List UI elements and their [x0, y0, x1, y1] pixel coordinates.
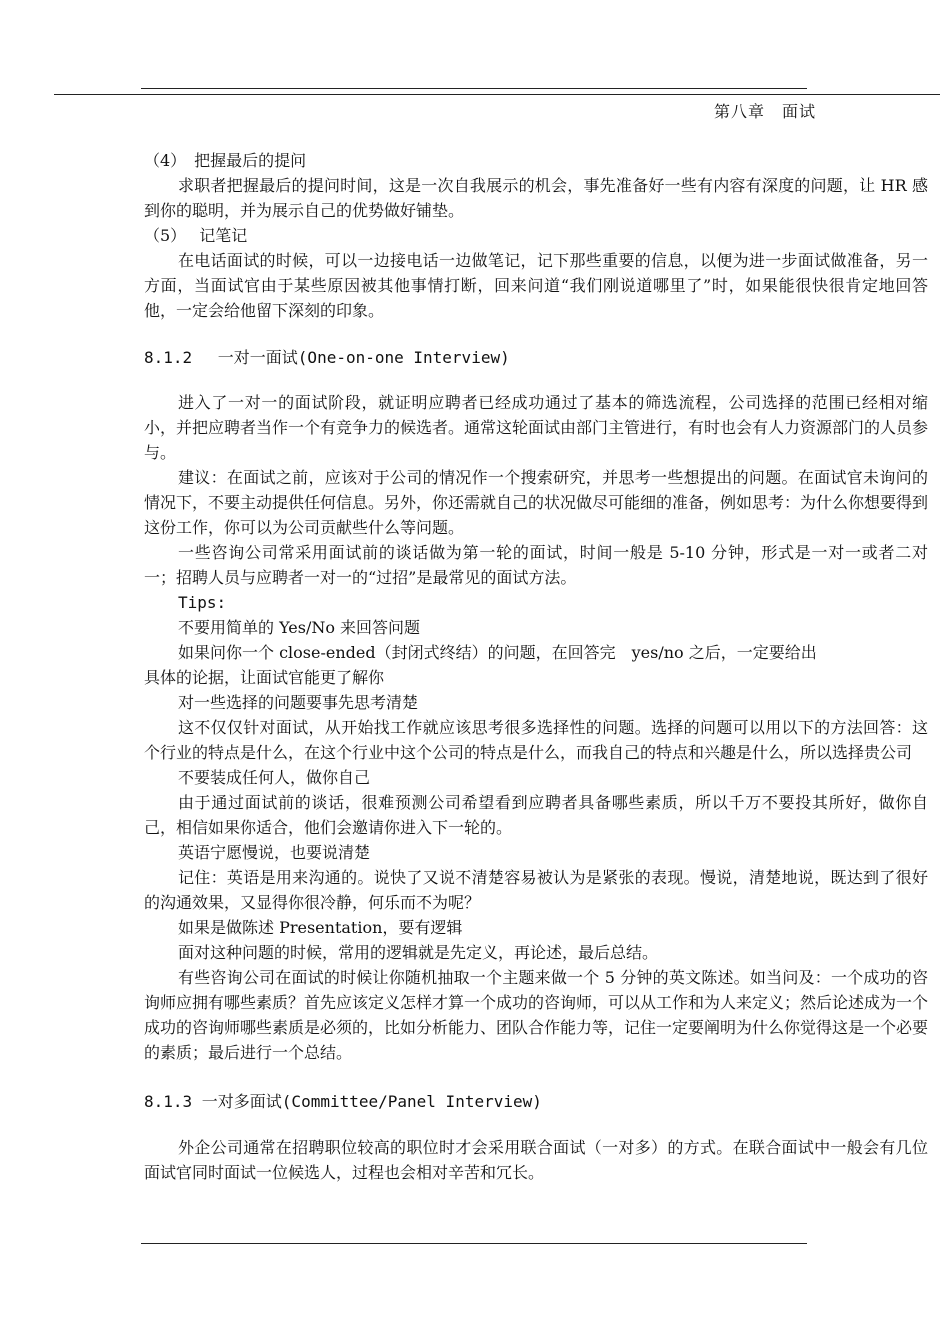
tip-body: 有些咨询公司在面试的时候让你随机抽取一个主题来做一个 5 分钟的英文陈述。如当问及：一个成功的咨询师应拥有哪些素质？首先应该定义怎样才算一个成功的咨询师，可以从工作和为人来定义；然后论述成为一个成功的咨询师哪些素质是必须的，比如分析能力、团队合作能力等，记住一定要阐明为什么你觉得这是一个必要的素质；最后进行一个总结。 [144, 968, 929, 1062]
chapter-header: 第八章 面试 [714, 102, 817, 121]
tip-body: 由于通过面试前的谈话，很难预测公司希望看到应聘者具备哪些素质，所以千万不要投其所好，做你自己，相信如果你适合，他们会邀请你进入下一轮的。 [144, 793, 928, 837]
section-4-title: （4） 把握最后的提问 [144, 151, 307, 170]
tip-title: 不要用简单的 Yes/No 来回答问题 [178, 618, 421, 637]
header-rule [54, 94, 940, 95]
section-8-1-3-heading: 8.1.3 一对多面试(Committee/Panel Interview) [144, 1092, 542, 1111]
section-4-body: 求职者把握最后的提问时间，这是一次自我展示的机会，事先准备好一些有内容有深度的问题，让 HR 感到你的聪明，并为展示自己的优势做好铺垫。 [144, 176, 928, 220]
section-5-title: （5） 记笔记 [144, 226, 248, 245]
tip-title: 英语宁愿慢说，也要说清楚 [178, 843, 371, 862]
footer-rule [141, 1243, 807, 1244]
tip-title: 如果是做陈述 Presentation，要有逻辑 [178, 918, 463, 937]
section-8-1-2-heading: 8.1.2 一对一面试(One-on-one Interview) [144, 348, 510, 367]
section-5-body: 在电话面试的时候，可以一边接电话一边做笔记，记下那些重要的信息，以便为进一步面试做准备，另一方面，当面试官由于某些原因被其他事情打断，回来问道“我们刚说道哪里了”时，如果能很快很肯定地回答他，一定会给他留下深刻的印象。 [144, 251, 928, 320]
tips-label: Tips: [178, 593, 227, 612]
tip-title: 对一些选择的问题要事先思考清楚 [178, 693, 419, 712]
paragraph: 建议：在面试之前，应该对于公司的情况作一个搜索研究，并思考一些想提出的问题。在面试官未询问的情况下，不要主动提供任何信息。另外，你还需就自己的状况做尽可能细的准备，例如思考：为什么你想要得到这份工作，你可以为公司贡献些什么等问题。 [144, 468, 929, 537]
tip-body: 面对这种问题的时候，常用的逻辑就是先定义，再论述，最后总结。 [178, 943, 659, 962]
page-content [144, 148, 928, 1185]
paragraph: 外企公司通常在招聘职位较高的职位时才会采用联合面试（一对多）的方式。在联合面试中一般会有几位面试官同时面试一位候选人，过程也会相对辛苦和冗长。 [144, 1138, 928, 1182]
paragraph: 进入了一对一的面试阶段，就证明应聘者已经成功通过了基本的筛选流程，公司选择的范围已经相对缩小，并把应聘者当作一个有竞争力的候选者。通常这轮面试由部门主管进行，有时也会有人力资源部门的人员参与。 [144, 393, 929, 462]
tip-title: 不要装成任何人，做你自己 [178, 768, 371, 787]
tip-body: 记住：英语是用来沟通的。说快了又说不清楚容易被认为是紧张的表现。慢说，清楚地说，既达到了很好的沟通效果，又显得你很冷静，何乐而不为呢？ [144, 868, 928, 912]
tip-body: 具体的论据，让面试官能更了解你 [144, 668, 385, 687]
header-rule-thin [141, 88, 807, 89]
paragraph: 一些咨询公司常采用面试前的谈话做为第一轮的面试，时间一般是 5-10 分钟，形式是一对一或者二对一；招聘人员与应聘者一对一的“过招”是最常见的面试方法。 [144, 543, 928, 587]
tip-body: 这不仅仅针对面试，从开始找工作就应该思考很多选择性的问题。选择的问题可以用以下的方法回答：这个行业的特点是什么，在这个行业中这个公司的特点是什么，而我自己的特点和兴趣是什么，所以选择贵公司 [144, 718, 928, 762]
tip-body: 如果问你一个 close-ended（封闭式终结）的问题，在回答完 yes/no 之后，一定要给出 [178, 643, 817, 662]
